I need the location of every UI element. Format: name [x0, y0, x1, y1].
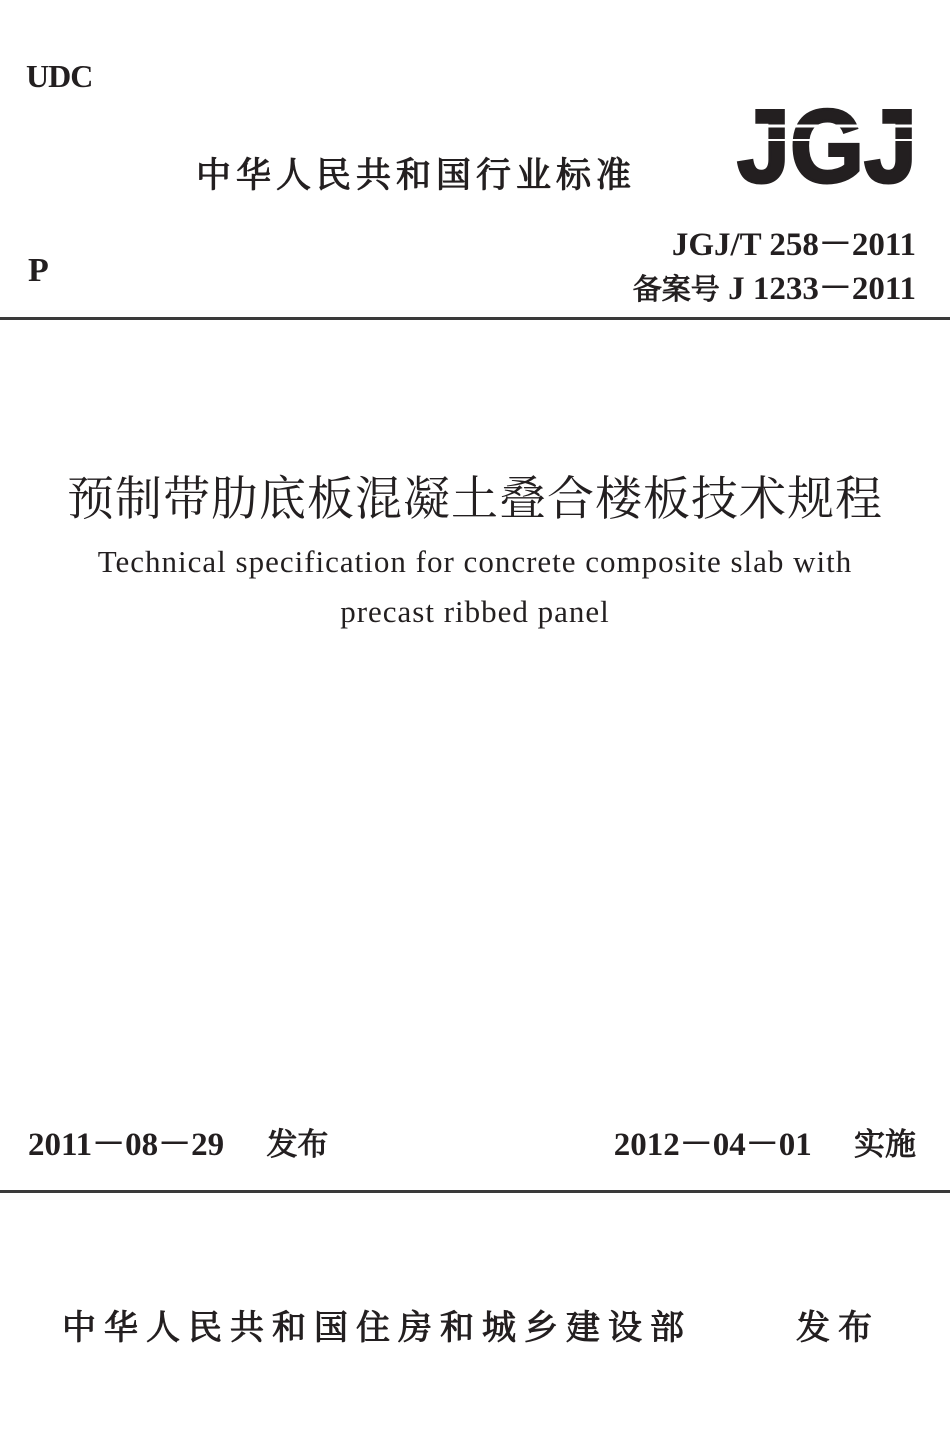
implement-label: 实施	[854, 1127, 916, 1163]
bottom-divider	[0, 1190, 950, 1193]
industry-standard-title: 中华人民共和国行业标准	[196, 156, 637, 196]
jgj-logo	[734, 96, 920, 192]
publisher-action: 发布	[796, 1308, 880, 1348]
title-english-line2: precast ribbed panel	[340, 594, 610, 629]
issue-date: 2011－08－29	[28, 1127, 225, 1163]
issue-date-line	[28, 1118, 328, 1165]
record-number: J 1233－2011	[728, 271, 916, 307]
title-chinese: 预制带肋底板混凝土叠合楼板技术规程	[67, 474, 883, 526]
udc-label: UDC	[26, 58, 93, 94]
publisher-name: 中华人民共和国住房和城乡建设部	[62, 1308, 692, 1348]
implement-date-line	[614, 1118, 916, 1165]
implement-date: 2012－04－01	[613, 1127, 812, 1163]
category-code: P	[28, 252, 49, 289]
logo-text: JGJ	[737, 96, 917, 192]
issue-label: 发布	[266, 1127, 329, 1163]
top-divider	[0, 317, 950, 320]
title-english-line1: Technical specification for concrete composite slab with	[97, 544, 853, 579]
record-number-line	[633, 262, 916, 309]
record-label: 备案号	[632, 272, 720, 306]
standard-number: JGJ/T 258－2011	[671, 227, 916, 263]
